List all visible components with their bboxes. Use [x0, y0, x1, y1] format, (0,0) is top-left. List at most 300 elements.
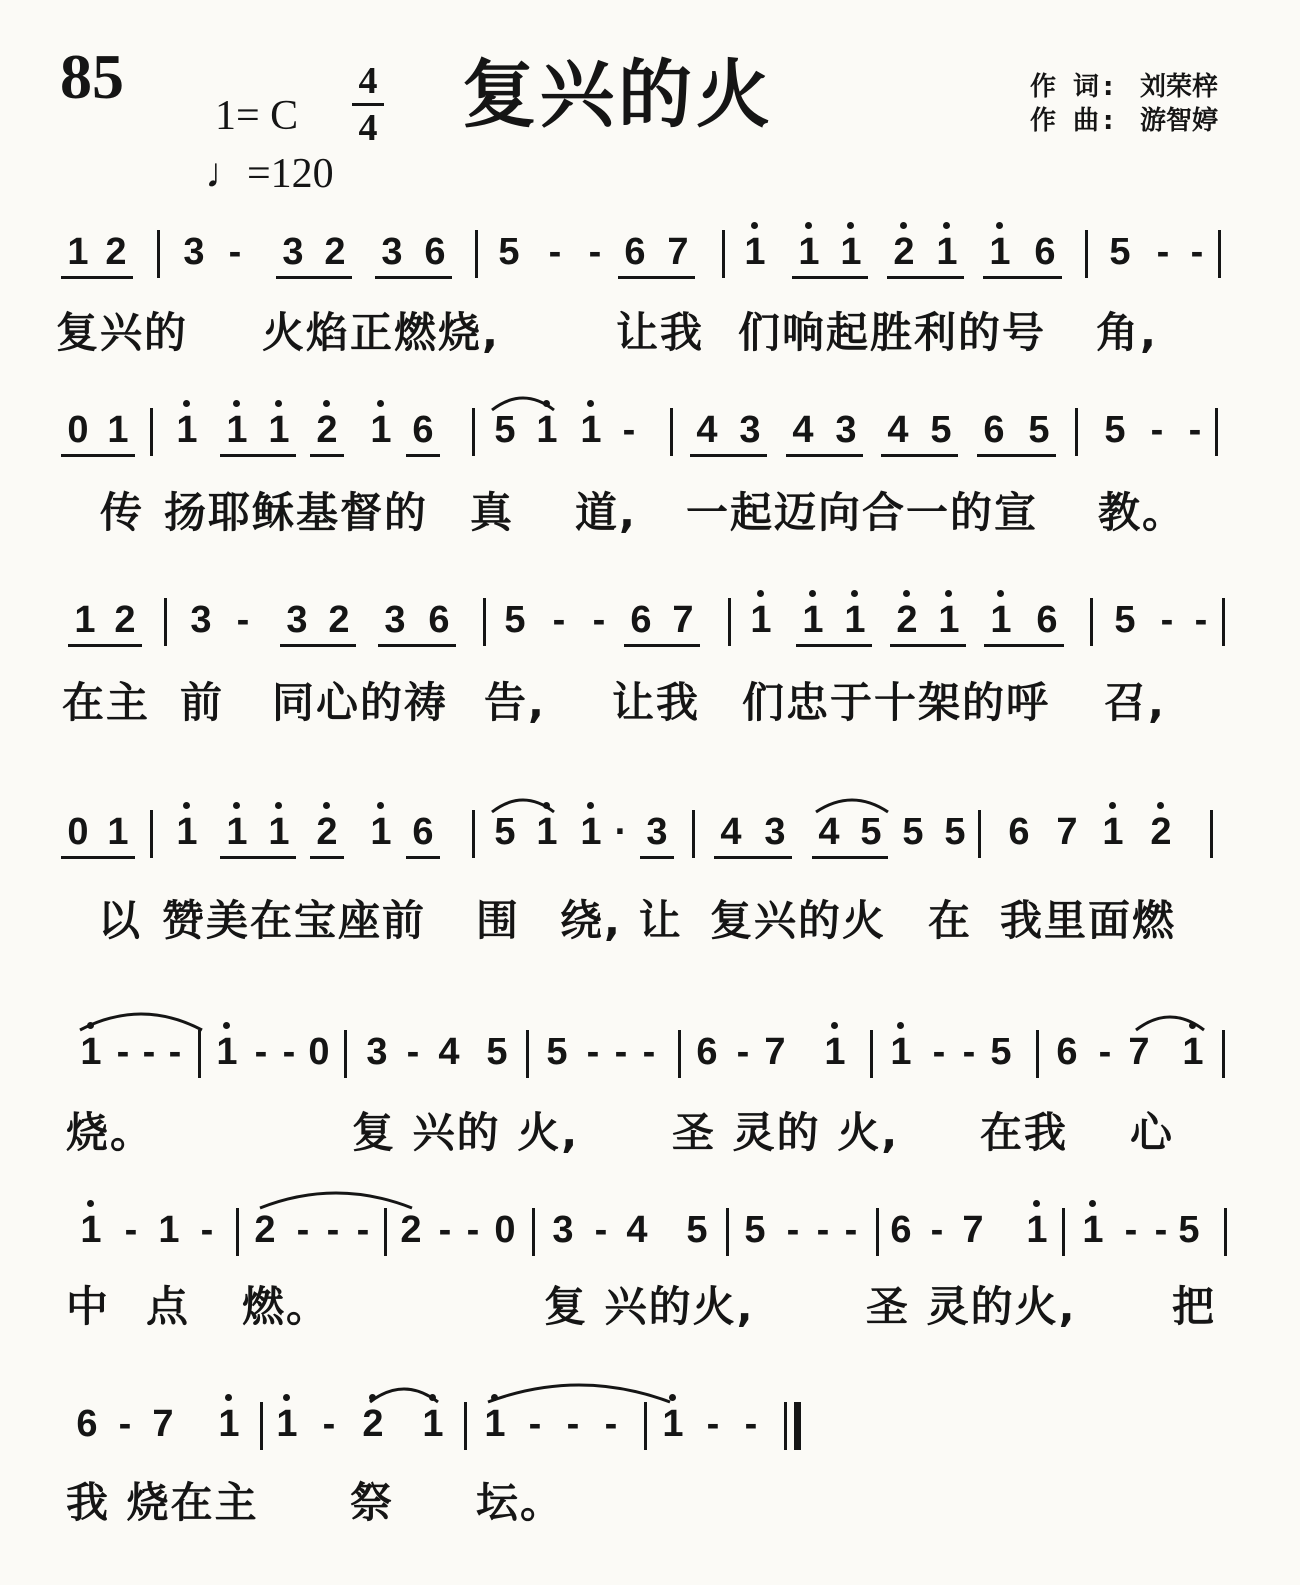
barline — [1210, 810, 1213, 858]
barline — [344, 1030, 347, 1078]
composer-line — [1030, 104, 1218, 138]
barline — [384, 1208, 387, 1256]
beam-underline — [618, 276, 695, 279]
octave-dot — [87, 1022, 94, 1029]
note: 2 — [310, 812, 344, 852]
octave-dot — [943, 222, 950, 229]
note: 1 — [220, 812, 254, 852]
note: 5 — [1178, 1209, 1200, 1251]
note: 7 — [1056, 811, 1078, 853]
barline — [876, 1208, 879, 1256]
note: - — [706, 1403, 720, 1445]
note: 7 — [764, 1031, 786, 1073]
note: - — [622, 409, 636, 451]
note: - — [594, 1209, 608, 1251]
octave-dot — [1089, 1200, 1096, 1207]
beam-underline — [624, 644, 700, 647]
note: 1 — [210, 1032, 244, 1072]
note: 2 — [356, 1404, 390, 1444]
note: 3 — [552, 1209, 574, 1251]
note: 7 — [667, 231, 689, 273]
beam-underline — [640, 856, 674, 859]
note: 7 — [672, 599, 694, 641]
note: - — [744, 1403, 758, 1445]
note: 5 — [990, 1031, 1012, 1073]
note: - — [1156, 231, 1170, 273]
lyric: 同心的祷 — [272, 678, 449, 727]
lyricist-role: 作 词: — [1030, 72, 1118, 102]
tie-arc — [256, 1188, 416, 1210]
note: 2 — [324, 231, 346, 273]
note: 5 — [498, 231, 520, 273]
note: - — [1160, 599, 1174, 641]
note: - — [528, 1403, 542, 1445]
note: 3 — [190, 599, 212, 641]
note: - — [552, 599, 566, 641]
barline — [472, 810, 475, 858]
octave-dot — [897, 1022, 904, 1029]
beam-underline — [406, 856, 440, 859]
lyric: 把 — [1172, 1282, 1217, 1331]
note: 1 — [932, 600, 966, 640]
tie-arc — [1132, 1010, 1208, 1032]
beam-underline — [375, 276, 452, 279]
barline — [475, 230, 478, 278]
lyric: 真 — [470, 488, 515, 537]
barline — [692, 810, 695, 858]
tie-arc — [484, 1380, 674, 1404]
octave-dot — [543, 400, 550, 407]
note: 1 — [158, 1209, 180, 1251]
lyric: 教。 — [1098, 488, 1187, 537]
note: - — [614, 1031, 628, 1073]
note: 1 — [744, 600, 778, 640]
note: - — [642, 1031, 656, 1073]
note: - — [1098, 1031, 1112, 1073]
beam-underline — [977, 454, 1056, 457]
lyric: 绕, 让 — [560, 896, 683, 945]
lyricist-name: 刘荣梓 — [1140, 72, 1219, 102]
lyric: 燃。 — [242, 1282, 331, 1331]
barline — [532, 1208, 535, 1256]
octave-dot — [669, 1394, 676, 1401]
beam-underline — [890, 644, 966, 647]
octave-dot — [183, 802, 190, 809]
barline — [150, 408, 153, 456]
octave-dot — [900, 222, 907, 229]
notation-line-6 — [0, 1210, 1300, 1280]
barline — [670, 408, 673, 456]
lyric: 点 — [146, 1282, 191, 1331]
note: 3 — [646, 811, 668, 853]
note: - — [786, 1209, 800, 1251]
barline — [1222, 598, 1225, 646]
note: 1 — [74, 1032, 108, 1072]
barline — [150, 810, 153, 858]
note: 1 — [1076, 1210, 1110, 1250]
note: 1 — [1096, 812, 1130, 852]
lyric: 复 兴的火, — [544, 1282, 755, 1331]
note: 3 — [384, 599, 406, 641]
barline — [236, 1208, 239, 1256]
note: - — [254, 1031, 268, 1073]
barline — [1085, 230, 1088, 278]
note: 1 — [792, 232, 826, 272]
note: - — [588, 231, 602, 273]
tempo-marking: ♩=120 — [205, 151, 334, 197]
note: 1 — [170, 812, 204, 852]
note: 1 — [220, 410, 254, 450]
beam-underline — [68, 644, 142, 647]
beam-underline — [378, 644, 456, 647]
octave-dot — [997, 590, 1004, 597]
lyric: 坛。 — [476, 1478, 565, 1527]
note: 6 — [1036, 599, 1058, 641]
note: 4 — [720, 811, 742, 853]
note: 1 — [530, 812, 564, 852]
barline — [1218, 230, 1221, 278]
lyric: 我 烧在主 — [66, 1478, 259, 1527]
note: 0 — [308, 1031, 330, 1073]
barline — [1075, 408, 1078, 456]
lyric: 以 — [98, 896, 143, 945]
note: - — [142, 1031, 156, 1073]
note: 2 — [1144, 812, 1178, 852]
note: - — [356, 1209, 370, 1251]
note: 1 — [74, 599, 96, 641]
lyric: 中 — [66, 1282, 111, 1331]
time-signature-top: 4 — [358, 60, 378, 102]
octave-dot — [1033, 1200, 1040, 1207]
lyric: 我里面燃 — [1000, 896, 1177, 945]
barline — [198, 1030, 201, 1078]
note: 1 — [796, 600, 830, 640]
lyric: 圣 灵的 火, — [672, 1108, 900, 1157]
barline — [644, 1402, 647, 1450]
barline — [1036, 1030, 1039, 1078]
lyrics-line-1 — [0, 300, 1300, 360]
beam-underline — [310, 454, 344, 457]
lyrics-line-7 — [0, 1470, 1300, 1530]
note: 1 — [74, 1210, 108, 1250]
lyric: 复兴的火 — [710, 896, 887, 945]
note: 6 — [630, 599, 652, 641]
octave-dot — [945, 590, 952, 597]
note: 1 — [67, 231, 89, 273]
note: 4 — [887, 409, 909, 451]
octave-dot — [1109, 802, 1116, 809]
barline — [978, 810, 981, 858]
note: 3 — [286, 599, 308, 641]
barline — [260, 1402, 263, 1450]
note: - — [282, 1031, 296, 1073]
note: 6 — [696, 1031, 718, 1073]
note: 1 — [262, 812, 296, 852]
barline — [794, 1402, 801, 1450]
note: 2 — [400, 1209, 422, 1251]
note: - — [116, 1031, 130, 1073]
note: 5 — [486, 1031, 508, 1073]
note: - — [322, 1403, 336, 1445]
beam-underline — [812, 856, 888, 859]
note: 2 — [328, 599, 350, 641]
note: 6 — [624, 231, 646, 273]
note: - — [1150, 409, 1164, 451]
composer-role: 作 曲: — [1030, 106, 1118, 136]
note: - — [124, 1209, 138, 1251]
note: - — [406, 1031, 420, 1073]
lyric: 祭 — [350, 1478, 395, 1527]
barline — [1215, 408, 1218, 456]
note: 5 — [860, 811, 882, 853]
note: 6 — [1056, 1031, 1078, 1073]
note: 4 — [696, 409, 718, 451]
note: - — [1194, 599, 1208, 641]
beam-underline — [690, 454, 767, 457]
note: 7 — [152, 1403, 174, 1445]
note: 3 — [835, 409, 857, 451]
lyric: 传 — [100, 488, 145, 537]
note: 1 — [107, 811, 129, 853]
beam-underline — [406, 454, 440, 457]
beam-underline — [220, 856, 296, 859]
lyric: 召, — [1104, 678, 1166, 727]
barline — [1224, 1208, 1227, 1256]
lyric: 烧。 — [66, 1108, 155, 1157]
note: - — [1188, 409, 1202, 451]
note: - — [1154, 1209, 1168, 1251]
barline — [483, 598, 486, 646]
note: - — [228, 231, 242, 273]
note: - — [844, 1209, 858, 1251]
note: - — [930, 1209, 944, 1251]
note: - — [604, 1403, 618, 1445]
notation-line-4 — [0, 812, 1300, 882]
note: 7 — [962, 1209, 984, 1251]
beam-underline — [714, 856, 792, 859]
octave-dot — [233, 802, 240, 809]
octave-dot — [369, 1394, 376, 1401]
note: 1 — [738, 232, 772, 272]
note: 6 — [1034, 231, 1056, 273]
lyric: 们响起胜利的号 — [738, 308, 1047, 357]
octave-dot — [1157, 802, 1164, 809]
lyric: 扬耶稣基督的 — [164, 488, 429, 537]
lyric: 复 兴的 火, — [352, 1108, 580, 1157]
note: - — [236, 599, 250, 641]
note: 5 — [744, 1209, 766, 1251]
barline — [157, 230, 160, 278]
octave-dot — [377, 400, 384, 407]
note: - — [1124, 1209, 1138, 1251]
beam-underline — [276, 276, 352, 279]
song-number: 85 — [60, 41, 124, 112]
note: 1 — [416, 1404, 450, 1444]
note: 4 — [792, 409, 814, 451]
note: - — [932, 1031, 946, 1073]
lyrics-line-4 — [0, 888, 1300, 948]
note: 1 — [478, 1404, 512, 1444]
barline — [870, 1030, 873, 1078]
lyric: 前 — [180, 678, 225, 727]
beam-underline — [786, 454, 863, 457]
octave-dot — [275, 400, 282, 407]
notation-line-3 — [0, 600, 1300, 670]
note: - — [200, 1209, 214, 1251]
note: - — [326, 1209, 340, 1251]
octave-dot — [587, 802, 594, 809]
note: - — [438, 1209, 452, 1251]
note: 1 — [262, 410, 296, 450]
octave-dot — [751, 222, 758, 229]
octave-dot — [847, 222, 854, 229]
lyric: 圣 灵的火, — [866, 1282, 1077, 1331]
octave-dot — [183, 400, 190, 407]
note: 0 — [494, 1209, 516, 1251]
barline — [726, 1208, 729, 1256]
lyrics-line-5 — [0, 1100, 1300, 1160]
note: 1 — [364, 410, 398, 450]
note: 5 — [546, 1031, 568, 1073]
lyric: 在主 — [62, 678, 151, 727]
octave-dot — [805, 222, 812, 229]
octave-dot — [377, 802, 384, 809]
octave-dot — [429, 1394, 436, 1401]
barline — [728, 598, 731, 646]
note: - — [118, 1403, 132, 1445]
beam-underline — [61, 856, 135, 859]
lyric: 角, — [1096, 308, 1158, 357]
note: - — [296, 1209, 310, 1251]
barline — [1062, 1208, 1065, 1256]
note: 2 — [114, 599, 136, 641]
credits — [1030, 70, 1218, 138]
octave-dot — [223, 1022, 230, 1029]
beam-underline — [792, 276, 868, 279]
notation-line-7 — [0, 1404, 1300, 1474]
beam-underline — [220, 454, 296, 457]
note: 0 — [67, 811, 89, 853]
octave-dot — [543, 802, 550, 809]
note: 6 — [76, 1403, 98, 1445]
beam-underline — [61, 276, 133, 279]
note: - — [168, 1031, 182, 1073]
note: 2 — [105, 231, 127, 273]
octave-dot — [87, 1200, 94, 1207]
octave-dot — [831, 1022, 838, 1029]
note: 1 — [107, 409, 129, 451]
note: 1 — [530, 410, 564, 450]
key-signature: 1= C — [215, 93, 299, 139]
octave-dot — [323, 400, 330, 407]
note: 5 — [686, 1209, 708, 1251]
lyrics-line-3 — [0, 670, 1300, 730]
octave-dot — [275, 802, 282, 809]
barline — [678, 1030, 681, 1078]
note: 1 — [212, 1404, 246, 1444]
time-signature — [352, 62, 384, 147]
octave-dot — [903, 590, 910, 597]
note: 6 — [983, 409, 1005, 451]
note: 5 — [944, 811, 966, 853]
note: 1 — [818, 1032, 852, 1072]
octave-dot — [283, 1394, 290, 1401]
beam-underline — [310, 856, 344, 859]
octave-dot — [851, 590, 858, 597]
note: 1 — [364, 812, 398, 852]
lyric: 一起迈向合一的宣 — [686, 488, 1039, 537]
note: 5 — [1028, 409, 1050, 451]
barline — [1222, 1030, 1225, 1078]
notation-line-2 — [0, 410, 1300, 480]
octave-dot — [225, 1394, 232, 1401]
lyric: 们忠于十架的呼 — [742, 678, 1051, 727]
barline — [464, 1402, 467, 1450]
notation-line-1 — [0, 232, 1300, 302]
note: - — [566, 1403, 580, 1445]
note: - — [592, 599, 606, 641]
octave-dot — [233, 400, 240, 407]
note: 2 — [254, 1209, 276, 1251]
note: - — [466, 1209, 480, 1251]
note: 5 — [930, 409, 952, 451]
note: 2 — [887, 232, 921, 272]
note: 5 — [902, 811, 924, 853]
note: 2 — [310, 410, 344, 450]
song-title: 复兴的火 — [462, 52, 774, 138]
note: 1 — [834, 232, 868, 272]
note: 1 — [656, 1404, 690, 1444]
note: 5 — [494, 409, 516, 451]
note: 5 — [1109, 231, 1131, 273]
notation-line-5 — [0, 1032, 1300, 1102]
lyric: 心 — [1130, 1108, 1175, 1157]
lyric: 让我 — [612, 678, 701, 727]
note: 5 — [494, 811, 516, 853]
lyrics-line-2 — [0, 480, 1300, 540]
note: 2 — [890, 600, 924, 640]
note: · — [614, 811, 628, 853]
note: 1 — [838, 600, 872, 640]
note: 1 — [170, 410, 204, 450]
note: - — [1190, 231, 1204, 273]
note: 4 — [818, 811, 840, 853]
note: - — [586, 1031, 600, 1073]
note: 3 — [739, 409, 761, 451]
lyric: 围 — [476, 896, 521, 945]
composer-name: 游智婷 — [1140, 106, 1219, 136]
octave-dot — [587, 400, 594, 407]
note: 1 — [884, 1032, 918, 1072]
beam-underline — [61, 454, 135, 457]
note: - — [736, 1031, 750, 1073]
note: 1 — [930, 232, 964, 272]
lyric: 赞美在宝座前 — [162, 896, 427, 945]
lyric: 在 — [928, 896, 973, 945]
note: 7 — [1128, 1031, 1150, 1073]
note: 1 — [574, 410, 608, 450]
note: 1 — [1176, 1032, 1210, 1072]
octave-dot — [323, 802, 330, 809]
barline — [1090, 598, 1093, 646]
note: 3 — [183, 231, 205, 273]
beam-underline — [280, 644, 356, 647]
note: 1 — [984, 600, 1018, 640]
note: - — [816, 1209, 830, 1251]
note: 1 — [983, 232, 1017, 272]
note: 3 — [764, 811, 786, 853]
lyric: 复兴的 — [56, 308, 189, 357]
